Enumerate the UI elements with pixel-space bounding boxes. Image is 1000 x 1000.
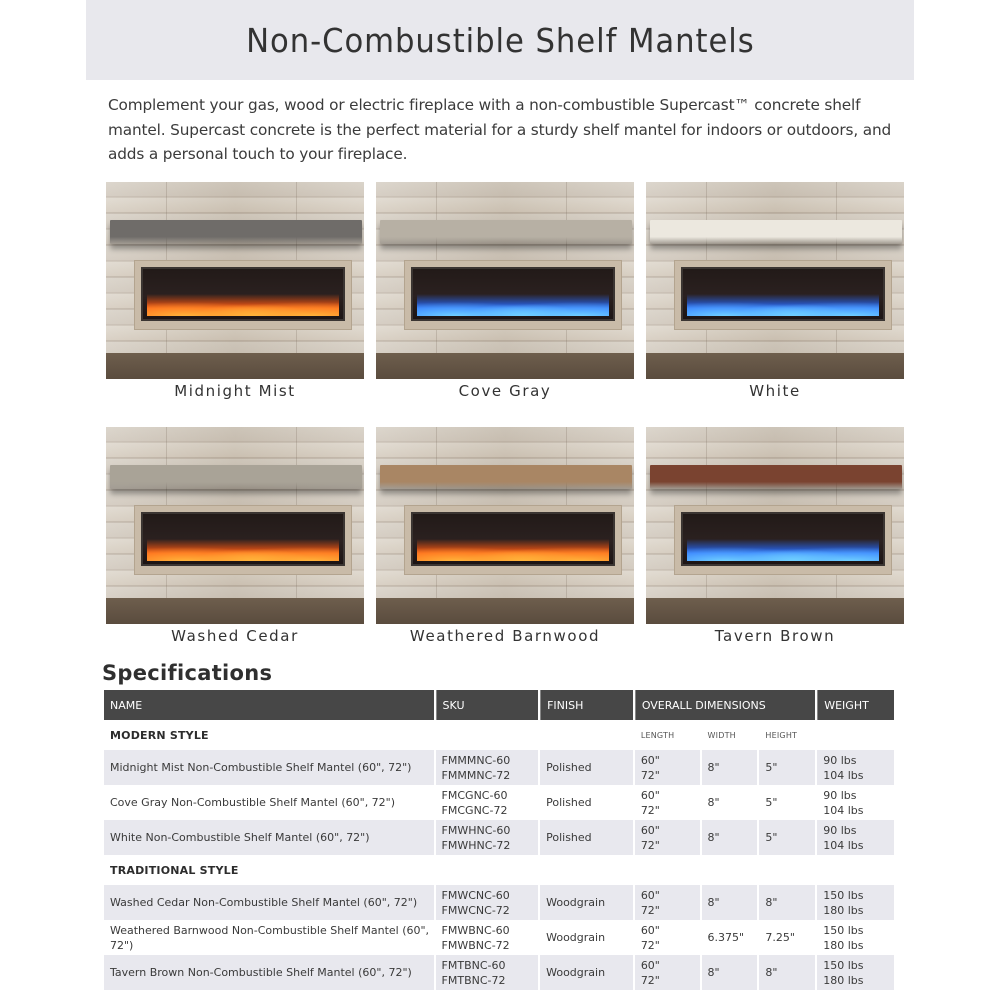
- fireplace-photo: [646, 182, 904, 379]
- cell-finish: Woodgrain: [546, 931, 606, 944]
- group-row-modern: [104, 720, 894, 750]
- table-row: [104, 820, 894, 855]
- table-row: [104, 920, 894, 955]
- flame-graphic: [417, 294, 609, 316]
- cell-height: 7.25": [765, 931, 795, 944]
- cell-weight: 150 lbs 180 lbs: [823, 923, 864, 952]
- gallery-caption: Midnight Mist: [174, 382, 296, 400]
- cell-name: Midnight Mist Non-Combustible Shelf Mantel (60", 72"): [104, 750, 434, 785]
- fireplace-photo: [106, 182, 364, 379]
- gallery-tile[interactable]: [376, 182, 634, 402]
- gallery-caption: Cove Gray: [458, 382, 552, 400]
- cell-finish: Woodgrain: [540, 955, 633, 990]
- fireplace-photo: [646, 427, 904, 624]
- table-header-row: [104, 690, 894, 720]
- gallery-caption: Washed Cedar: [171, 627, 299, 645]
- cell-length: 60" 72": [640, 923, 660, 952]
- cell-length: 60" 72": [635, 750, 700, 785]
- gallery-caption: Tavern Brown: [714, 627, 836, 645]
- cell-name: Washed Cedar Non-Combustible Shelf Mantel (60", 72"): [104, 885, 434, 920]
- mantel-shape: [110, 220, 362, 244]
- fireplace-photo: [106, 427, 364, 624]
- gallery-tile[interactable]: [106, 182, 364, 402]
- group-label: MODERN STYLE: [110, 728, 209, 742]
- group-row-traditional: [104, 855, 894, 885]
- cell-sku: FMWBNC-60 FMWBNC-72: [441, 923, 510, 952]
- subheader-length: LENGTH: [640, 730, 675, 740]
- cell-weight: 90 lbs 104 lbs: [817, 750, 894, 785]
- cell-height: 5": [759, 820, 815, 855]
- flame-graphic: [687, 294, 879, 316]
- title-band: [86, 0, 914, 80]
- mantel-shape: [650, 465, 902, 489]
- table-row: [104, 750, 894, 785]
- specifications-heading: Specifications: [102, 661, 273, 685]
- subheader-height: HEIGHT: [765, 730, 798, 740]
- gallery-tile[interactable]: [646, 182, 904, 402]
- flame-graphic: [417, 539, 609, 561]
- cell-height: 5": [765, 796, 778, 809]
- flame-graphic: [687, 539, 879, 561]
- cell-weight: 150 lbs 180 lbs: [817, 885, 894, 920]
- cell-finish: Polished: [540, 820, 633, 855]
- cell-sku: FMMMNC-60 FMMMNC-72: [436, 750, 539, 785]
- cell-weight: 90 lbs 104 lbs: [817, 820, 894, 855]
- intro-paragraph: Complement your gas, wood or electric fireplace with a non-combustible Supercast™ concrete shelf mantel. Supercast concrete is the perfect material for a sturdy shelf mantel for indoors or outdoors, and adds a personal touch to your fireplace.: [108, 96, 892, 163]
- cell-width: 8": [702, 750, 758, 785]
- cell-name: Cove Gray Non-Combustible Shelf Mantel (60", 72"): [110, 796, 396, 809]
- column-header-dimensions: OVERALL DIMENSIONS: [635, 690, 815, 720]
- gallery-caption: Weathered Barnwood: [409, 627, 601, 645]
- cell-height: 5": [759, 750, 815, 785]
- cell-weight: 90 lbs 104 lbs: [823, 788, 864, 817]
- cell-height: 8": [759, 885, 815, 920]
- cell-finish: Polished: [546, 796, 592, 809]
- cell-length: 60" 72": [640, 788, 660, 817]
- cell-finish: Polished: [540, 750, 633, 785]
- cell-length: 60" 72": [635, 885, 700, 920]
- gallery-tile[interactable]: [106, 427, 364, 647]
- gallery-tile[interactable]: [646, 427, 904, 647]
- cell-length: 60" 72": [635, 955, 700, 990]
- page-title: Non-Combustible Shelf Mantels: [245, 20, 755, 60]
- gallery-row-modern: [106, 182, 904, 402]
- group-label: TRADITIONAL STYLE: [110, 863, 239, 877]
- specifications-table: [102, 690, 896, 990]
- flame-graphic: [147, 539, 339, 561]
- cell-name: Weathered Barnwood Non-Combustible Shelf Mantel (60", 72"): [110, 923, 430, 952]
- column-header-name: NAME: [104, 690, 434, 720]
- table-row: [104, 955, 894, 990]
- cell-width: 8": [702, 820, 758, 855]
- cell-width: 6.375": [707, 931, 745, 944]
- mantel-shape: [380, 220, 632, 244]
- cell-finish: Woodgrain: [540, 885, 633, 920]
- cell-height: 8": [759, 955, 815, 990]
- mantel-shape: [110, 465, 362, 489]
- cell-sku: FMTBNC-60 FMTBNC-72: [436, 955, 539, 990]
- gallery-tile[interactable]: [376, 427, 634, 647]
- column-header-weight: WEIGHT: [817, 690, 894, 720]
- product-gallery: [106, 182, 904, 647]
- fireplace-photo: [376, 182, 634, 379]
- gallery-caption: White: [749, 382, 801, 400]
- flame-graphic: [147, 294, 339, 316]
- cell-sku: FMWCNC-60 FMWCNC-72: [436, 885, 539, 920]
- subheader-width: WIDTH: [707, 730, 736, 740]
- cell-width: 8": [702, 885, 758, 920]
- cell-width: 8": [702, 955, 758, 990]
- cell-width: 8": [707, 796, 720, 809]
- cell-weight: 150 lbs 180 lbs: [817, 955, 894, 990]
- cell-sku: FMWHNC-60 FMWHNC-72: [436, 820, 539, 855]
- cell-length: 60" 72": [635, 820, 700, 855]
- cell-name: Tavern Brown Non-Combustible Shelf Mantel (60", 72"): [104, 955, 434, 990]
- column-header-sku: SKU: [436, 690, 539, 720]
- column-header-finish: FINISH: [540, 690, 633, 720]
- cell-sku: FMCGNC-60 FMCGNC-72: [441, 788, 508, 817]
- fireplace-photo: [376, 427, 634, 624]
- mantel-shape: [380, 465, 632, 489]
- mantel-shape: [650, 220, 902, 244]
- gallery-row-traditional: [106, 427, 904, 647]
- table-row: [104, 785, 894, 820]
- table-row: [104, 885, 894, 920]
- cell-name: White Non-Combustible Shelf Mantel (60", 72"): [104, 820, 434, 855]
